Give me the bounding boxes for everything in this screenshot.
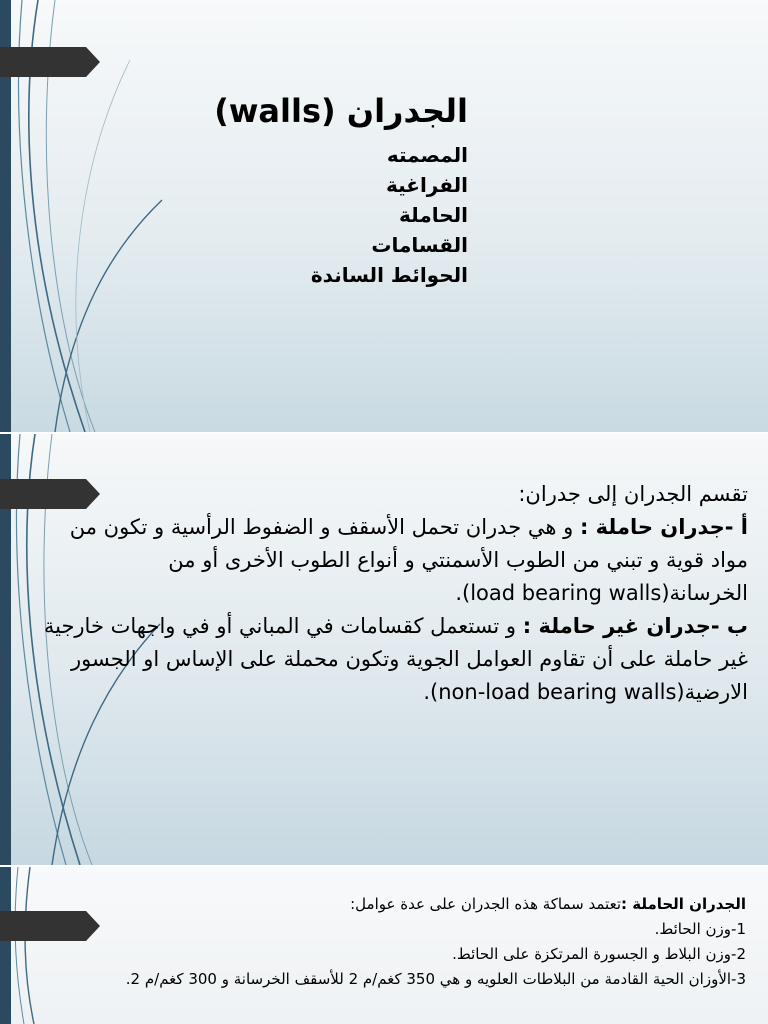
slide-tab-marker [0, 47, 100, 77]
wall-types-list [311, 140, 468, 290]
slide-load-bearing-factors [0, 867, 768, 1024]
paragraph-load-bearing [40, 511, 748, 610]
heading-paragraph [30, 892, 746, 917]
left-stripe [0, 867, 11, 1024]
list-item: 1-وزن الحائط. [654, 920, 746, 938]
list-item: الحوائط الساندة [310, 263, 468, 287]
list-item: 3-الأوزان الحية القادمة من البلاطات العلويه و هي 350 كغم/م 2 للأسقف الخرسانة و 300 كغم/م 2. [125, 970, 746, 988]
list-item: القسامات [371, 233, 468, 257]
list-item: المصمته [386, 143, 468, 167]
list-item: الحاملة [399, 203, 468, 227]
text-load-bearing: و هي جدران تحمل الأسقف و الضفوط الرأسية و تكون من مواد قوية و تبني من الطوب الأسمنتي و أنواع الطوب الأخرى أو من الخرسانة(load bearing walls). [69, 515, 748, 605]
text-non-load-bearing: و تستعمل كقسامات في المباني أو في واجهات خارجية غير حاملة على أن تقاوم العوامل الجوية وتكون محملة على الإساس او الجسور الارضية(non-load bearing walls). [43, 614, 748, 704]
slide-title: الجدران (walls) [214, 92, 468, 130]
paragraph-non-load-bearing [40, 610, 748, 709]
slide-body [40, 478, 748, 709]
heading-label: الجدران الحاملة : [621, 895, 746, 913]
heading-text: تعتمد سماكة هذه الجدران على عدة عوامل: [350, 895, 621, 913]
list-item: 2-وزن البلاط و الجسورة المرتكزة على الحائط. [452, 945, 746, 963]
slide-walls-types [0, 0, 768, 432]
slide-wall-classification [0, 434, 768, 865]
label-non-load-bearing: ب -جدران غير حاملة : [522, 614, 748, 638]
list-item: الفراغية [385, 173, 468, 197]
label-load-bearing: أ -جدران حاملة : [579, 515, 748, 539]
intro-text: تقسم الجدران إلى جدران: [518, 482, 748, 506]
slide-body [30, 892, 746, 992]
